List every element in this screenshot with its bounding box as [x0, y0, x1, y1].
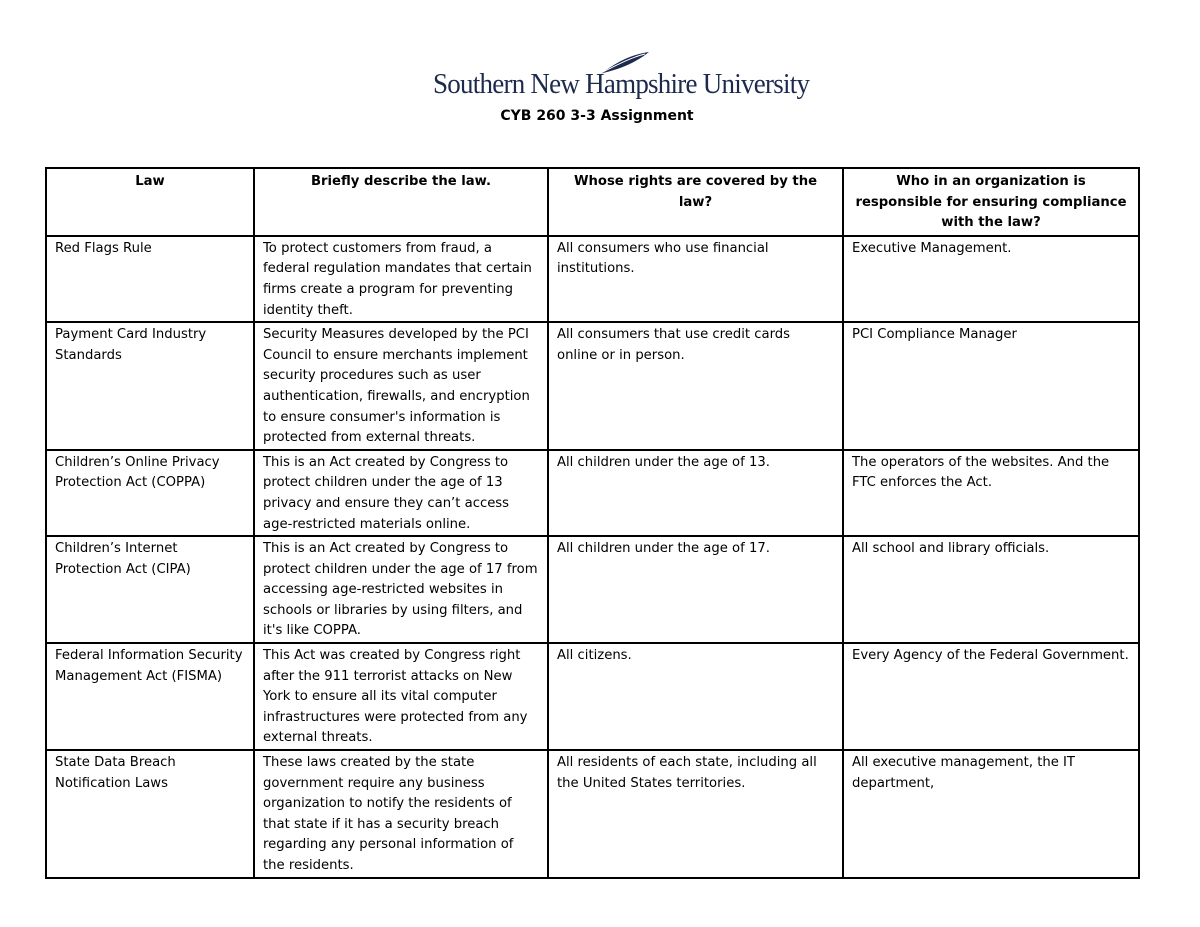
- responsible-party-cell: Every Agency of the Federal Government.: [843, 643, 1139, 750]
- responsible-party-cell: The operators of the websites. And the FTC enforces the Act.: [843, 450, 1139, 536]
- law-name-cell: State Data Breach Notification Laws: [46, 750, 254, 878]
- responsible-party-cell: All school and library officials.: [843, 536, 1139, 643]
- university-logo: [433, 48, 810, 106]
- rights-covered-cell: All citizens.: [548, 643, 843, 750]
- law-description-cell: To protect customers from fraud, a federal regulation mandates that certain firms create a program for preventing identity theft.: [254, 236, 548, 322]
- rights-covered-cell: All children under the age of 17.: [548, 536, 843, 643]
- table-row: [46, 750, 1139, 878]
- law-name-cell: Children’s Online Privacy Protection Act (COPPA): [46, 450, 254, 536]
- responsible-party-cell: All executive management, the IT department,: [843, 750, 1139, 878]
- law-name-cell: Federal Information Security Management Act (FISMA): [46, 643, 254, 750]
- law-name-cell: Red Flags Rule: [46, 236, 254, 322]
- table-row: [46, 236, 1139, 322]
- laws-table: [45, 167, 1140, 879]
- responsible-party-cell: Executive Management.: [843, 236, 1139, 322]
- header-law: Law: [46, 168, 254, 236]
- law-description-cell: This is an Act created by Congress to protect children under the age of 17 from accessing age-restricted websites in schools or libraries by using filters, and it's like COPPA.: [254, 536, 548, 643]
- rights-covered-cell: All consumers who use financial institutions.: [548, 236, 843, 322]
- header-responsible-party: Who in an organization is responsible for ensuring compliance with the law?: [843, 168, 1139, 236]
- document-title: CYB 260 3-3 Assignment: [500, 108, 694, 124]
- law-name-cell: Payment Card Industry Standards: [46, 322, 254, 450]
- table-row: [46, 450, 1139, 536]
- law-description-cell: This Act was created by Congress right after the 911 terrorist attacks on New York to ensure all its vital computer infrastructures were protected from any external threats.: [254, 643, 548, 750]
- table-header-row: [46, 168, 1139, 236]
- rights-covered-cell: All children under the age of 13.: [548, 450, 843, 536]
- law-description-cell: This is an Act created by Congress to protect children under the age of 13 privacy and ensure they can’t access age-restricted materials online.: [254, 450, 548, 536]
- table-row: [46, 536, 1139, 643]
- responsible-party-cell: PCI Compliance Manager: [843, 322, 1139, 450]
- rights-covered-cell: All consumers that use credit cards online or in person.: [548, 322, 843, 450]
- law-description-cell: These laws created by the state government require any business organization to notify the residents of that state if it has a security breach regarding any personal information of the residents.: [254, 750, 548, 878]
- header-description: Briefly describe the law.: [254, 168, 548, 236]
- rights-covered-cell: All residents of each state, including all the United States territories.: [548, 750, 843, 878]
- law-name-cell: Children’s Internet Protection Act (CIPA): [46, 536, 254, 643]
- logo-wordmark: Southern New Hampshire University: [433, 68, 810, 100]
- law-description-cell: Security Measures developed by the PCI Council to ensure merchants implement security procedures such as user authentication, firewalls, and encryption to ensure consumer's information is protected from external threats.: [254, 322, 548, 450]
- header-rights-covered: Whose rights are covered by the law?: [548, 168, 843, 236]
- table-row: [46, 322, 1139, 450]
- table-row: [46, 643, 1139, 750]
